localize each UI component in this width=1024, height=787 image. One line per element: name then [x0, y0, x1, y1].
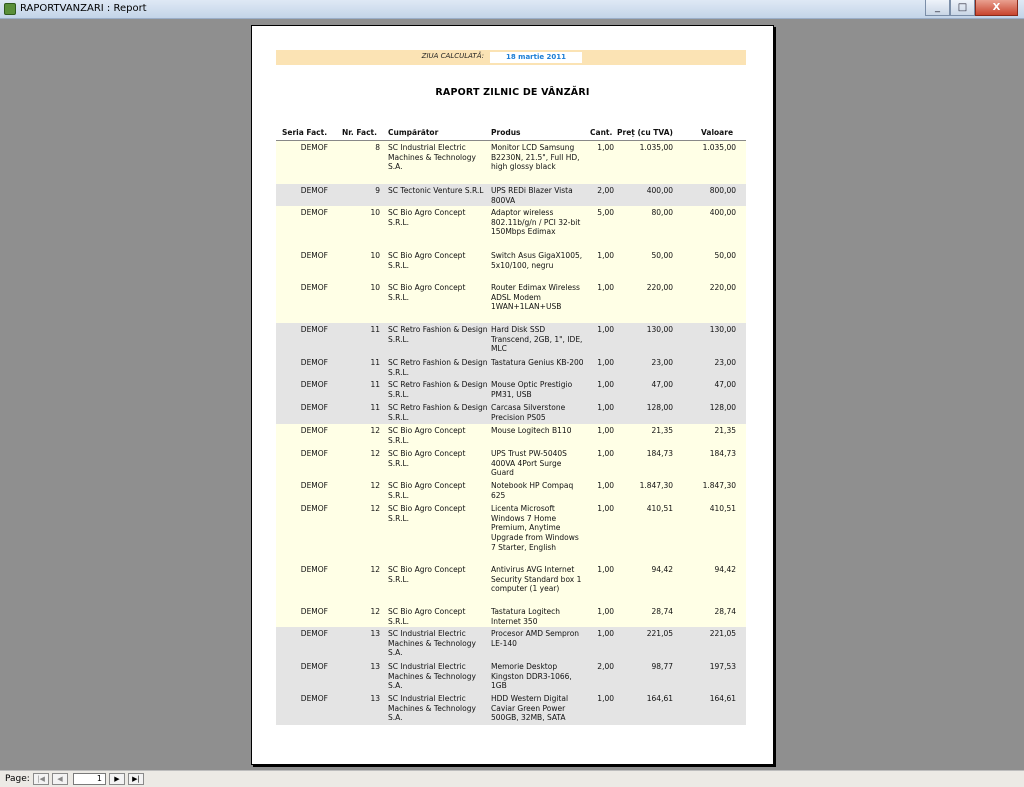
- cell-produs: Antivirus AVG Internet Security Standard box 1 computer (1 year): [491, 565, 582, 594]
- cell-cant: 1,00: [597, 426, 614, 435]
- prev-page-button[interactable]: [52, 773, 68, 785]
- cell-seria: DEMOF: [300, 565, 328, 574]
- cell-cant: 1,00: [597, 565, 614, 574]
- report-app-icon: [4, 3, 16, 15]
- cell-nr: 9: [375, 186, 380, 195]
- cell-seria: DEMOF: [300, 481, 328, 490]
- cell-pret: 80,00: [651, 208, 673, 217]
- column-header-produs: Produs: [491, 128, 521, 137]
- cell-valoare: 128,00: [709, 403, 736, 412]
- table-row: [276, 281, 746, 323]
- table-row: [276, 563, 746, 605]
- cell-pret: 21,35: [651, 426, 673, 435]
- report-page: [251, 25, 774, 765]
- column-header-cant: Cant.: [590, 128, 613, 137]
- cell-seria: DEMOF: [300, 504, 328, 513]
- column-header-cumparator: Cumpărător: [388, 128, 439, 137]
- window-title: RAPORTVANZARI : Report: [20, 3, 147, 14]
- cell-cumparator: SC Retro Fashion & Design S.R.L.: [388, 358, 488, 377]
- table-row: [276, 605, 746, 627]
- cell-cant: 1,00: [597, 251, 614, 260]
- cell-produs: Procesor AMD Sempron LE-140: [491, 629, 580, 648]
- table-row: [276, 323, 746, 356]
- column-header-nr: Nr. Fact.: [342, 128, 377, 137]
- cell-seria: DEMOF: [300, 186, 328, 195]
- cell-cant: 1,00: [597, 607, 614, 616]
- cell-nr: 13: [370, 662, 380, 671]
- cell-valoare: 94,42: [714, 565, 736, 574]
- table-header: [276, 127, 746, 141]
- cell-valoare: 28,74: [714, 607, 736, 616]
- cell-nr: 12: [370, 504, 380, 513]
- table-row: [276, 356, 746, 378]
- cell-seria: DEMOF: [300, 325, 328, 334]
- cell-valoare: 1.847,30: [702, 481, 736, 490]
- cell-cant: 1,00: [597, 449, 614, 458]
- cell-cumparator: SC Bio Agro Concept S.R.L.: [388, 481, 466, 500]
- cell-seria: DEMOF: [300, 629, 328, 638]
- first-page-button[interactable]: [33, 773, 49, 785]
- cell-cant: 2,00: [597, 186, 614, 195]
- cell-pret: 94,42: [651, 565, 673, 574]
- cell-produs: UPS REDi Blazer Vista 800VA: [491, 186, 573, 205]
- cell-cant: 1,00: [597, 694, 614, 703]
- cell-cumparator: SC Bio Agro Concept S.R.L.: [388, 449, 466, 468]
- cell-pret: 1.035,00: [639, 143, 673, 152]
- cell-valoare: 50,00: [714, 251, 736, 260]
- cell-pret: 50,00: [651, 251, 673, 260]
- cell-seria: DEMOF: [300, 251, 328, 260]
- cell-cant: 1,00: [597, 403, 614, 412]
- cell-valoare: 410,51: [709, 504, 736, 513]
- cell-valoare: 23,00: [714, 358, 736, 367]
- cell-produs: Licenta Microsoft Windows 7 Home Premium, Anytime Upgrade from Windows 7 Starter, English: [491, 504, 579, 552]
- cell-cant: 1,00: [597, 629, 614, 638]
- sales-table: [276, 127, 746, 725]
- cell-pret: 98,77: [651, 662, 673, 671]
- cell-produs: HDD Western Digital Caviar Green Power 500GB, 32MB, SATA: [491, 694, 569, 723]
- cell-cumparator: SC Retro Fashion & Design S.R.L.: [388, 325, 488, 344]
- cell-valoare: 800,00: [709, 186, 736, 195]
- cell-valoare: 164,61: [709, 694, 736, 703]
- cell-cant: 1,00: [597, 504, 614, 513]
- cell-valoare: 197,53: [709, 662, 736, 671]
- cell-cumparator: SC Retro Fashion & Design S.R.L.: [388, 380, 488, 399]
- next-page-button[interactable]: [109, 773, 125, 785]
- cell-produs: Monitor LCD Samsung B2230N, 21.5", Full HD, high glossy black: [491, 143, 580, 172]
- cell-cumparator: SC Industrial Electric Machines & Technology S.A.: [388, 694, 476, 723]
- cell-cumparator: SC Industrial Electric Machines & Technology S.A.: [388, 629, 476, 658]
- cell-valoare: 1.035,00: [702, 143, 736, 152]
- table-row: [276, 692, 746, 725]
- cell-nr: 12: [370, 449, 380, 458]
- cell-seria: DEMOF: [300, 143, 328, 152]
- cell-pret: 23,00: [651, 358, 673, 367]
- table-row: [276, 206, 746, 249]
- page-label: Page:: [5, 774, 30, 784]
- cell-cumparator: SC Industrial Electric Machines & Technology S.A.: [388, 662, 476, 691]
- cell-nr: 12: [370, 607, 380, 616]
- cell-produs: Tastatura Logitech Internet 350: [491, 607, 561, 626]
- cell-produs: Mouse Logitech B110: [491, 426, 572, 435]
- cell-pret: 28,74: [651, 607, 673, 616]
- table-row: [276, 401, 746, 424]
- cell-seria: DEMOF: [300, 449, 328, 458]
- cell-produs: Router Edimax Wireless ADSL Modem 1WAN+1LAN+USB: [491, 283, 580, 312]
- cell-pret: 128,00: [646, 403, 673, 412]
- cell-pret: 410,51: [646, 504, 673, 513]
- cell-pret: 130,00: [646, 325, 673, 334]
- cell-cant: 1,00: [597, 325, 614, 334]
- table-row: [276, 502, 746, 563]
- cell-valoare: 47,00: [714, 380, 736, 389]
- cell-seria: DEMOF: [300, 426, 328, 435]
- cell-nr: 10: [370, 283, 380, 292]
- cell-nr: 11: [370, 380, 380, 389]
- cell-seria: DEMOF: [300, 662, 328, 671]
- cell-seria: DEMOF: [300, 358, 328, 367]
- cell-produs: Tastatura Genius KB-200: [491, 358, 584, 367]
- cell-valoare: 220,00: [709, 283, 736, 292]
- cell-valoare: 130,00: [709, 325, 736, 334]
- last-page-icon: ▶|: [132, 775, 140, 783]
- cell-cumparator: SC Bio Agro Concept S.R.L.: [388, 208, 466, 227]
- cell-cant: 1,00: [597, 380, 614, 389]
- cell-valoare: 184,73: [709, 449, 736, 458]
- cell-cant: 2,00: [597, 662, 614, 671]
- cell-pret: 1.847,30: [639, 481, 673, 490]
- cell-nr: 13: [370, 629, 380, 638]
- cell-seria: DEMOF: [300, 380, 328, 389]
- cell-cant: 1,00: [597, 358, 614, 367]
- cell-nr: 11: [370, 325, 380, 334]
- column-header-pret: Preț (cu TVA): [617, 128, 673, 137]
- report-title: RAPORT ZILNIC DE VÂNZĂRI: [435, 87, 590, 98]
- cell-cumparator: SC Bio Agro Concept S.R.L.: [388, 251, 466, 270]
- cell-valoare: 221,05: [709, 629, 736, 638]
- cell-pret: 220,00: [646, 283, 673, 292]
- cell-cant: 1,00: [597, 283, 614, 292]
- table-body: [276, 141, 746, 725]
- column-header-seria: Seria Fact.: [282, 128, 328, 137]
- table-row: [276, 660, 746, 692]
- table-row: [276, 249, 746, 281]
- title-bar: [0, 0, 1024, 19]
- table-row: [276, 378, 746, 401]
- cell-nr: 12: [370, 481, 380, 490]
- cell-cumparator: SC Bio Agro Concept S.R.L.: [388, 283, 466, 302]
- cell-nr: 13: [370, 694, 380, 703]
- cell-cumparator: SC Bio Agro Concept S.R.L.: [388, 426, 466, 445]
- cell-cumparator: SC Industrial Electric Machines & Technology S.A.: [388, 143, 476, 172]
- cell-produs: Hard Disk SSD Transcend, 2GB, 1", IDE, MLC: [491, 325, 583, 354]
- window-controls: [925, 0, 1018, 16]
- cell-produs: Mouse Optic Prestigio PM31, USB: [491, 380, 573, 399]
- cell-cumparator: SC Bio Agro Concept S.R.L.: [388, 565, 466, 584]
- cell-nr: 11: [370, 403, 380, 412]
- cell-seria: DEMOF: [300, 403, 328, 412]
- cell-nr: 11: [370, 358, 380, 367]
- cell-produs: Switch Asus GigaX1005, 5x10/100, negru: [491, 251, 583, 270]
- cell-pret: 164,61: [646, 694, 673, 703]
- column-header-valoare: Valoare: [701, 128, 734, 137]
- date-value: 18 martie 2011: [490, 52, 582, 63]
- table-row: [276, 627, 746, 660]
- cell-produs: Notebook HP Compaq 625: [491, 481, 574, 500]
- cell-cant: 1,00: [597, 143, 614, 152]
- last-page-button[interactable]: [128, 773, 144, 785]
- cell-pret: 221,05: [646, 629, 673, 638]
- status-bar: [0, 770, 1024, 787]
- cell-seria: DEMOF: [300, 283, 328, 292]
- cell-pret: 184,73: [646, 449, 673, 458]
- cell-nr: 8: [375, 143, 380, 152]
- cell-pret: 47,00: [651, 380, 673, 389]
- cell-nr: 12: [370, 426, 380, 435]
- cell-seria: DEMOF: [300, 607, 328, 616]
- cell-seria: DEMOF: [300, 694, 328, 703]
- cell-valoare: 21,35: [714, 426, 736, 435]
- cell-produs: Memorie Desktop Kingston DDR3-1066, 1GB: [491, 662, 572, 691]
- date-band: [276, 50, 746, 65]
- page-number-input[interactable]: 1: [73, 773, 106, 785]
- table-row: [276, 424, 746, 447]
- cell-produs: Adaptor wireless 802.11b/g/n / PCI 32-bit 150Mbps Edimax: [491, 208, 581, 237]
- cell-produs: Carcasa Silverstone Precision PS05: [491, 403, 566, 422]
- table-row: [276, 141, 746, 184]
- table-row: [276, 479, 746, 502]
- cell-nr: 10: [370, 251, 380, 260]
- maximize-button[interactable]: □: [950, 0, 975, 16]
- table-row: [276, 447, 746, 479]
- cell-cumparator: SC Retro Fashion & Design S.R.L.: [388, 403, 488, 422]
- cell-cumparator: SC Bio Agro Concept S.R.L.: [388, 504, 466, 523]
- cell-nr: 12: [370, 565, 380, 574]
- minimize-button[interactable]: _: [925, 0, 950, 16]
- cell-valoare: 400,00: [709, 208, 736, 217]
- cell-cumparator: SC Tectonic Venture S.R.L: [388, 186, 484, 195]
- table-row: [276, 184, 746, 206]
- cell-cumparator: SC Bio Agro Concept S.R.L.: [388, 607, 466, 626]
- next-page-icon: ▶: [114, 775, 120, 783]
- cell-produs: UPS Trust PW-5040S 400VA 4Port Surge Guard: [491, 449, 567, 478]
- cell-cant: 1,00: [597, 481, 614, 490]
- cell-nr: 10: [370, 208, 380, 217]
- cell-cant: 5,00: [597, 208, 614, 217]
- cell-pret: 400,00: [646, 186, 673, 195]
- first-page-icon: |◀: [37, 775, 45, 783]
- prev-page-icon: ◀: [57, 775, 63, 783]
- cell-seria: DEMOF: [300, 208, 328, 217]
- close-button[interactable]: X: [975, 0, 1018, 16]
- date-label: ZIUA CALCULATĂ:: [421, 52, 484, 60]
